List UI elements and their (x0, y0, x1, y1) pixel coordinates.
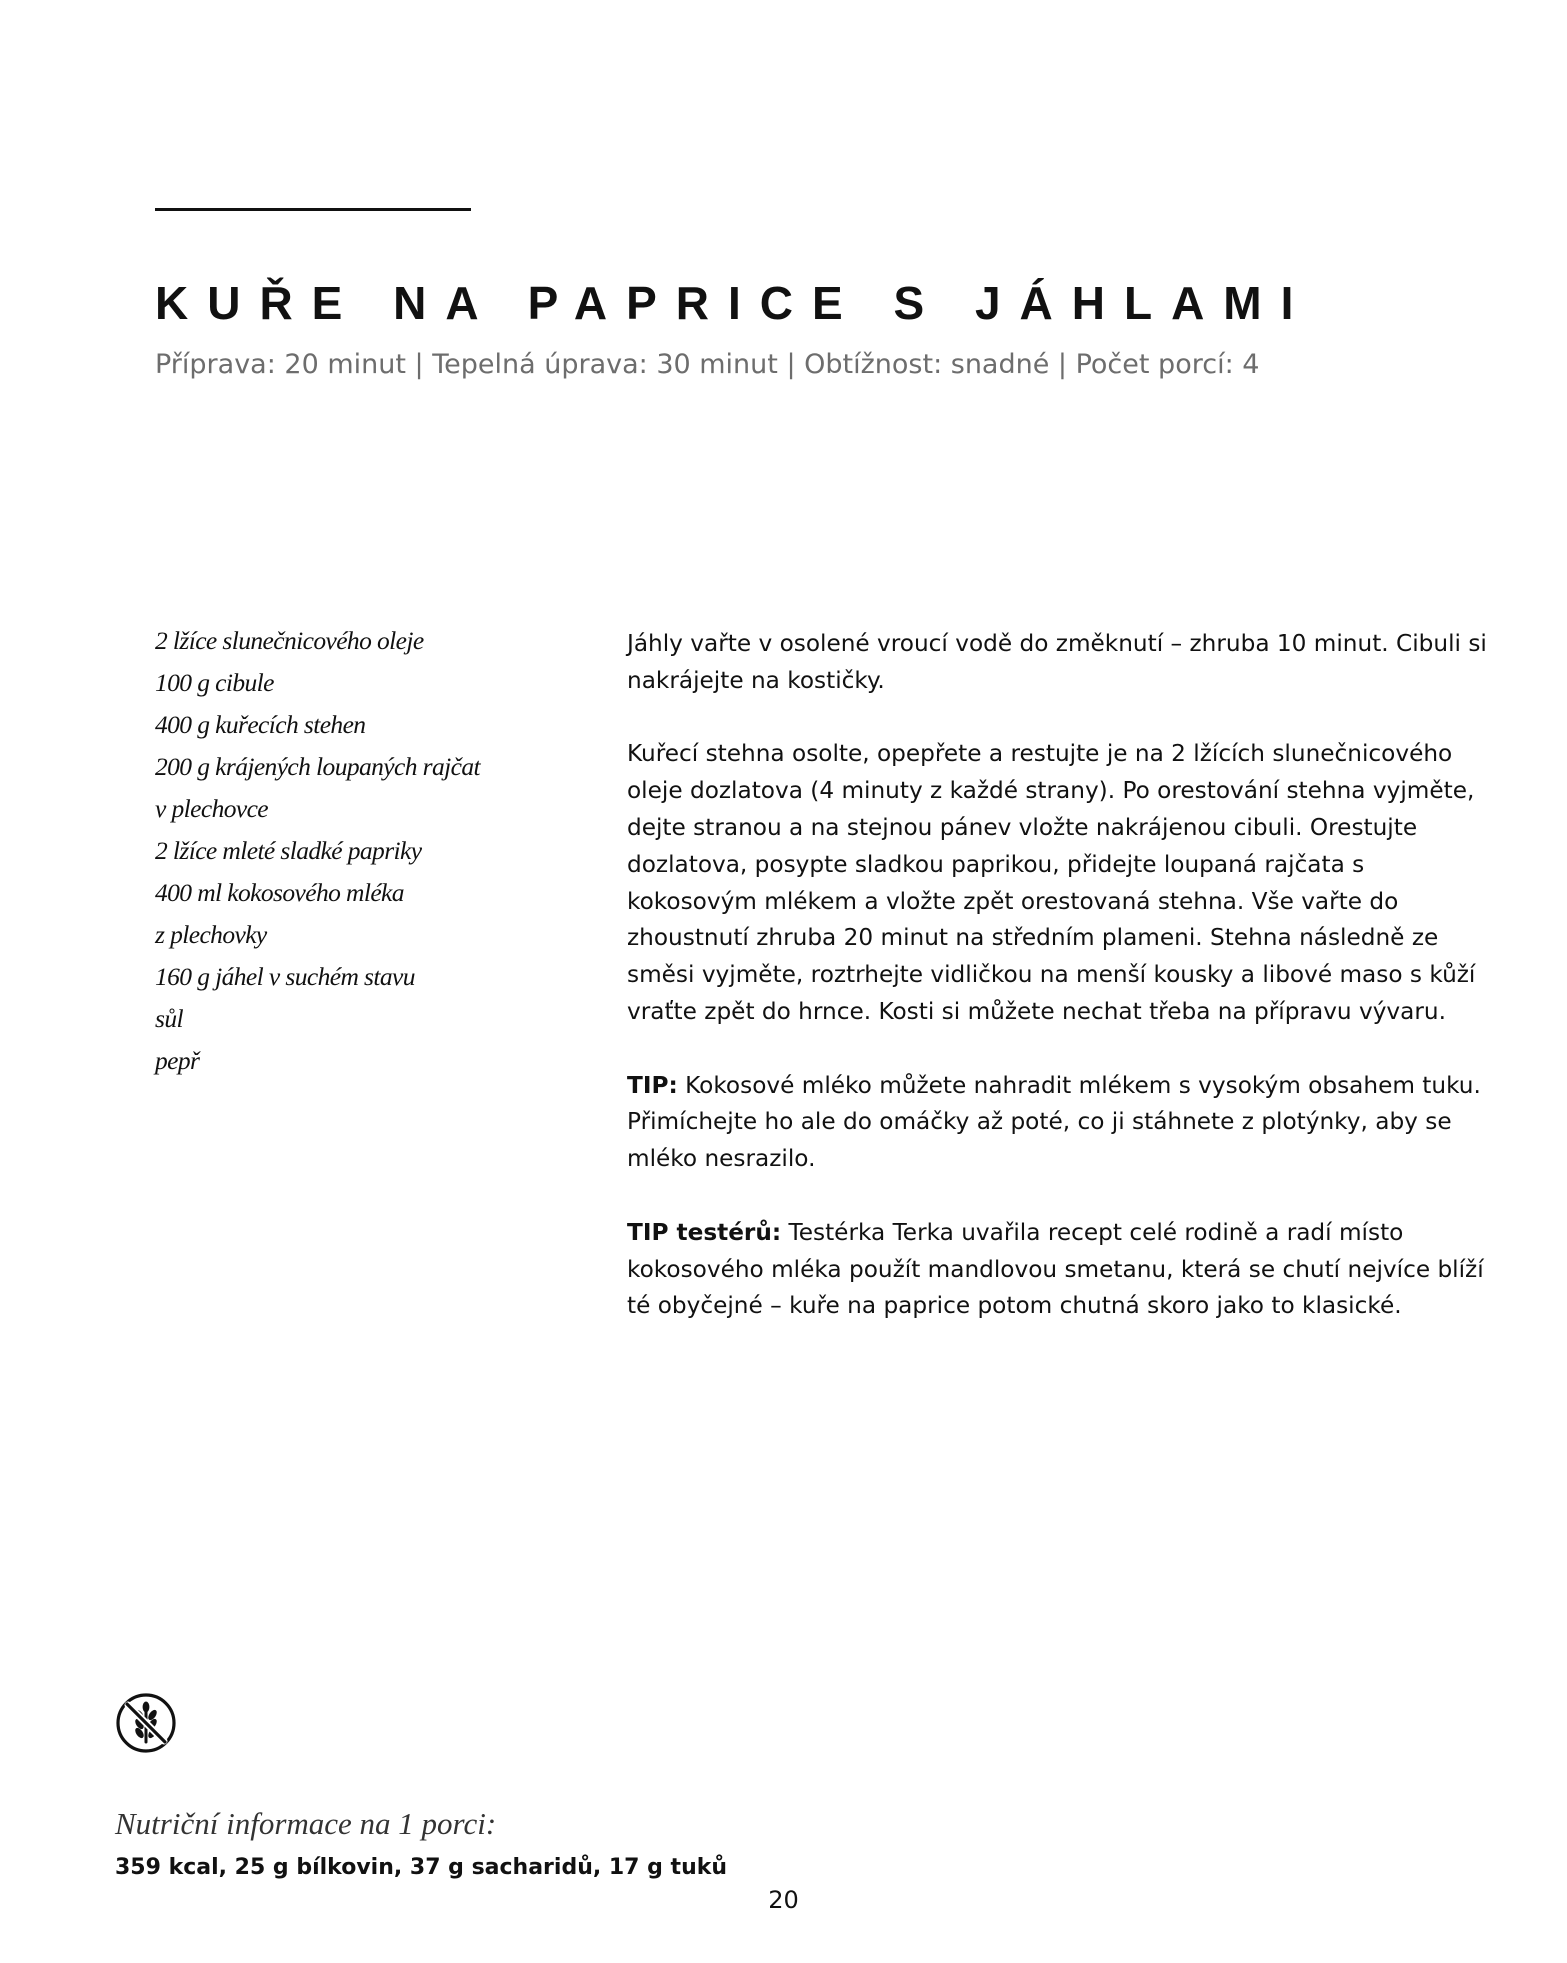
ingredient-item: 400 g kuřecích stehen (155, 710, 366, 739)
tester-tip-text: Testérka Terka uvařila recept celé rodině a radí místo kokosového mléka použít mandlovou smetanu, která se chutí nejvíce blíží té obyčejné – kuře na paprice potom chutná skoro jako to klasické. (627, 1218, 1484, 1320)
ingredient-item: pepř (155, 1046, 200, 1075)
nutrition-title: Nutriční informace na 1 porci: (115, 1806, 497, 1841)
instructions (627, 626, 1487, 1362)
ingredient-item: 2 lžíce slunečnicového oleje (155, 626, 424, 655)
tip-text: Kokosové mléko můžete nahradit mlékem s vysokým obsahem tuku. Přimíchejte ho ale do omáčky až poté, co ji stáhnete z plotýnky, aby se mléko nesrazilo. (627, 1071, 1481, 1173)
instruction-step-2: Kuřecí stehna osolte, opepřete a restujte je na 2 lžících slunečnicového oleje dozlatova (4 minuty z každé strany). Po orestování stehna vyjměte, dejte stranou a na stejnou pánev vložte nakrájenou cibuli. Orestujte dozlatova, posypte sladkou paprikou, přidejte loupaná rajčata s kokosovým mlékem a vložte zpět orestovaná stehna. Vše vařte do zhoustnutí zhruba 20 minut na středním plameni. Stehna následně ze směsi vyjměte, roztrhejte vidličkou na menší kousky a libové maso s kůží vraťte zpět do hrnce. Kosti si můžete nechat třeba na přípravu vývaru. (627, 740, 1476, 1025)
tester-tip-paragraph (627, 1215, 1487, 1325)
ingredient-item: 100 g cibule (155, 668, 274, 697)
nutrition-values: 359 kcal, 25 g bílkovin, 37 g sacharidů, 17 g tuků (115, 1855, 728, 1880)
instruction-step-1: Jáhly vařte v osolené vroucí vodě do změknutí – zhruba 10 minut. Cibuli si nakrájejte na kostičky. (627, 630, 1487, 694)
ingredient-item: sůl (155, 1004, 183, 1033)
gluten-free-icon (115, 1692, 177, 1754)
tester-tip-label: TIP testérů: (627, 1218, 782, 1246)
ingredient-item: 400 ml kokosového mléka (155, 878, 404, 907)
ingredient-item: 200 g krájených loupaných rajčat (155, 752, 480, 781)
ingredient-item: 2 lžíce mleté sladké papriky (155, 836, 422, 865)
tip-paragraph (627, 1068, 1487, 1178)
ingredient-list (155, 620, 575, 1082)
tip-label: TIP: (627, 1071, 678, 1099)
page-number: 20 (768, 1886, 799, 1914)
ingredient-item: 160 g jáhel v suchém stavu (155, 962, 415, 991)
title-divider (155, 208, 471, 211)
recipe-meta: Příprava: 20 minut | Tepelná úprava: 30 minut | Obtížnost: snadné | Počet porcí: 4 (155, 349, 1260, 380)
ingredient-item: v plechovce (155, 794, 269, 823)
ingredient-item: z plechovky (155, 920, 267, 949)
recipe-title: KUŘE NA PAPRICE S JÁHLAMI (155, 277, 1313, 329)
